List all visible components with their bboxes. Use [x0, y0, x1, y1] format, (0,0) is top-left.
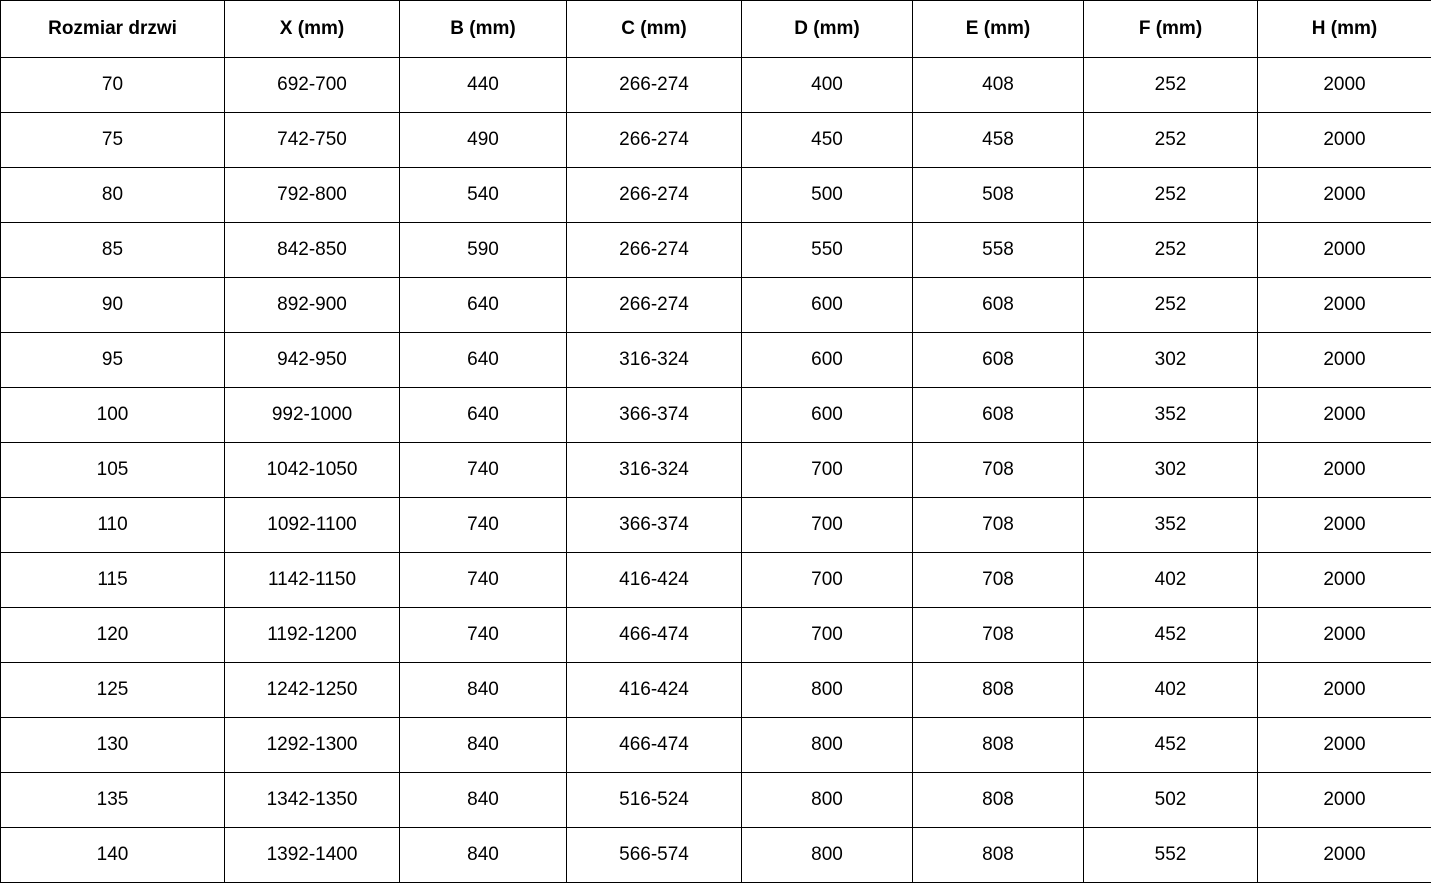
cell-b: 640 — [400, 333, 567, 388]
table-header-row — [1, 1, 1431, 58]
cell-door-size: 100 — [1, 388, 225, 443]
cell-c: 416-424 — [567, 553, 742, 608]
cell-h: 2000 — [1258, 223, 1431, 278]
cell-x: 1342-1350 — [225, 773, 400, 828]
cell-d: 500 — [742, 168, 913, 223]
cell-x: 892-900 — [225, 278, 400, 333]
cell-door-size: 80 — [1, 168, 225, 223]
cell-d: 450 — [742, 113, 913, 168]
cell-door-size: 130 — [1, 718, 225, 773]
column-header-d: D (mm) — [742, 1, 913, 58]
cell-e: 608 — [913, 388, 1084, 443]
cell-b: 740 — [400, 553, 567, 608]
cell-e: 608 — [913, 278, 1084, 333]
cell-h: 2000 — [1258, 608, 1431, 663]
cell-b: 640 — [400, 278, 567, 333]
cell-d: 550 — [742, 223, 913, 278]
column-header-door-size: Rozmiar drzwi — [1, 1, 225, 58]
cell-b: 740 — [400, 443, 567, 498]
cell-b: 840 — [400, 718, 567, 773]
cell-door-size: 110 — [1, 498, 225, 553]
cell-x: 842-850 — [225, 223, 400, 278]
cell-h: 2000 — [1258, 828, 1431, 883]
cell-d: 700 — [742, 443, 913, 498]
cell-x: 1092-1100 — [225, 498, 400, 553]
cell-x: 692-700 — [225, 58, 400, 113]
cell-d: 800 — [742, 773, 913, 828]
cell-x: 1042-1050 — [225, 443, 400, 498]
cell-c: 466-474 — [567, 608, 742, 663]
cell-e: 808 — [913, 773, 1084, 828]
cell-d: 700 — [742, 498, 913, 553]
table-row — [1, 718, 1431, 773]
cell-d: 800 — [742, 828, 913, 883]
cell-f: 402 — [1084, 663, 1258, 718]
cell-door-size: 125 — [1, 663, 225, 718]
cell-d: 600 — [742, 278, 913, 333]
cell-b: 740 — [400, 498, 567, 553]
cell-c: 516-524 — [567, 773, 742, 828]
cell-f: 352 — [1084, 498, 1258, 553]
cell-b: 840 — [400, 663, 567, 718]
cell-c: 316-324 — [567, 333, 742, 388]
cell-c: 466-474 — [567, 718, 742, 773]
column-header-b: B (mm) — [400, 1, 567, 58]
cell-f: 452 — [1084, 718, 1258, 773]
cell-d: 800 — [742, 718, 913, 773]
cell-d: 600 — [742, 388, 913, 443]
table-row — [1, 113, 1431, 168]
cell-c: 266-274 — [567, 278, 742, 333]
cell-e: 508 — [913, 168, 1084, 223]
table-row — [1, 608, 1431, 663]
cell-h: 2000 — [1258, 333, 1431, 388]
cell-f: 252 — [1084, 113, 1258, 168]
cell-f: 252 — [1084, 278, 1258, 333]
cell-h: 2000 — [1258, 498, 1431, 553]
cell-x: 1192-1200 — [225, 608, 400, 663]
cell-x: 1242-1250 — [225, 663, 400, 718]
cell-x: 1142-1150 — [225, 553, 400, 608]
cell-h: 2000 — [1258, 553, 1431, 608]
table-row — [1, 498, 1431, 553]
cell-c: 266-274 — [567, 168, 742, 223]
cell-c: 566-574 — [567, 828, 742, 883]
cell-door-size: 75 — [1, 113, 225, 168]
cell-f: 252 — [1084, 58, 1258, 113]
cell-f: 452 — [1084, 608, 1258, 663]
table-row — [1, 168, 1431, 223]
cell-h: 2000 — [1258, 718, 1431, 773]
cell-h: 2000 — [1258, 388, 1431, 443]
cell-f: 302 — [1084, 443, 1258, 498]
cell-door-size: 95 — [1, 333, 225, 388]
cell-c: 266-274 — [567, 58, 742, 113]
cell-e: 708 — [913, 443, 1084, 498]
cell-h: 2000 — [1258, 443, 1431, 498]
cell-e: 708 — [913, 498, 1084, 553]
table-row — [1, 58, 1431, 113]
table-row — [1, 828, 1431, 883]
cell-door-size: 105 — [1, 443, 225, 498]
cell-door-size: 140 — [1, 828, 225, 883]
cell-door-size: 120 — [1, 608, 225, 663]
cell-f: 402 — [1084, 553, 1258, 608]
column-header-f: F (mm) — [1084, 1, 1258, 58]
cell-c: 266-274 — [567, 113, 742, 168]
table-row — [1, 773, 1431, 828]
cell-b: 740 — [400, 608, 567, 663]
cell-f: 302 — [1084, 333, 1258, 388]
cell-b: 490 — [400, 113, 567, 168]
cell-h: 2000 — [1258, 278, 1431, 333]
column-header-c: C (mm) — [567, 1, 742, 58]
cell-x: 742-750 — [225, 113, 400, 168]
cell-e: 708 — [913, 553, 1084, 608]
cell-e: 558 — [913, 223, 1084, 278]
cell-d: 700 — [742, 553, 913, 608]
table-row — [1, 223, 1431, 278]
cell-f: 552 — [1084, 828, 1258, 883]
cell-door-size: 70 — [1, 58, 225, 113]
cell-door-size: 135 — [1, 773, 225, 828]
table-row — [1, 278, 1431, 333]
cell-d: 600 — [742, 333, 913, 388]
cell-h: 2000 — [1258, 58, 1431, 113]
cell-x: 1292-1300 — [225, 718, 400, 773]
table-header — [1, 1, 1431, 58]
cell-e: 808 — [913, 718, 1084, 773]
cell-door-size: 90 — [1, 278, 225, 333]
cell-b: 640 — [400, 388, 567, 443]
cell-d: 400 — [742, 58, 913, 113]
cell-x: 992-1000 — [225, 388, 400, 443]
table-row — [1, 663, 1431, 718]
cell-door-size: 115 — [1, 553, 225, 608]
table-row — [1, 333, 1431, 388]
cell-h: 2000 — [1258, 663, 1431, 718]
cell-b: 840 — [400, 773, 567, 828]
table-row — [1, 443, 1431, 498]
cell-f: 252 — [1084, 168, 1258, 223]
cell-b: 540 — [400, 168, 567, 223]
cell-e: 808 — [913, 663, 1084, 718]
cell-e: 608 — [913, 333, 1084, 388]
cell-b: 840 — [400, 828, 567, 883]
cell-c: 366-374 — [567, 498, 742, 553]
cell-d: 800 — [742, 663, 913, 718]
table-row — [1, 553, 1431, 608]
cell-f: 502 — [1084, 773, 1258, 828]
cell-c: 266-274 — [567, 223, 742, 278]
column-header-x: X (mm) — [225, 1, 400, 58]
cell-b: 440 — [400, 58, 567, 113]
cell-e: 808 — [913, 828, 1084, 883]
cell-c: 366-374 — [567, 388, 742, 443]
cell-x: 1392-1400 — [225, 828, 400, 883]
cell-f: 352 — [1084, 388, 1258, 443]
cell-x: 792-800 — [225, 168, 400, 223]
cell-door-size: 85 — [1, 223, 225, 278]
column-header-h: H (mm) — [1258, 1, 1431, 58]
cell-c: 416-424 — [567, 663, 742, 718]
cell-x: 942-950 — [225, 333, 400, 388]
cell-c: 316-324 — [567, 443, 742, 498]
cell-b: 590 — [400, 223, 567, 278]
column-header-e: E (mm) — [913, 1, 1084, 58]
cell-h: 2000 — [1258, 773, 1431, 828]
cell-h: 2000 — [1258, 113, 1431, 168]
cell-h: 2000 — [1258, 168, 1431, 223]
table-row — [1, 388, 1431, 443]
cell-e: 458 — [913, 113, 1084, 168]
table-body — [1, 58, 1431, 883]
cell-e: 408 — [913, 58, 1084, 113]
cell-f: 252 — [1084, 223, 1258, 278]
cell-d: 700 — [742, 608, 913, 663]
cell-e: 708 — [913, 608, 1084, 663]
